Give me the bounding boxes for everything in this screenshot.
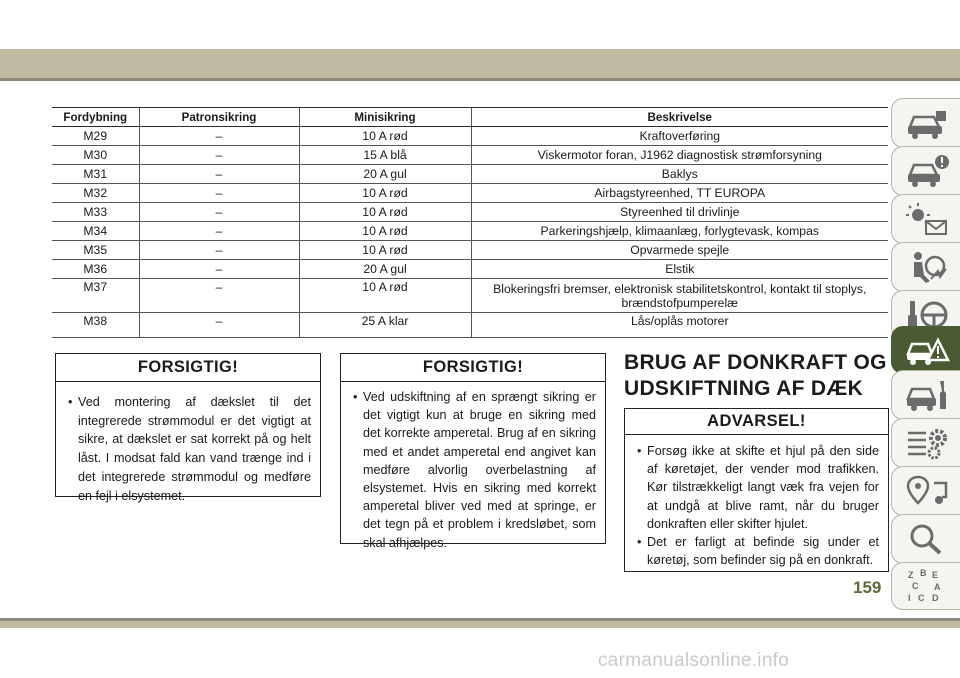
table-cell: M36	[52, 260, 139, 279]
table-cell: Parkeringshjælp, klimaanlæg, forlygtevask, kompas	[471, 222, 888, 241]
watermark: carmanualsonline.info	[598, 650, 790, 671]
table-cell: Kraftoverføring	[471, 127, 888, 146]
table-row	[52, 127, 888, 146]
car-hazard-triangle-icon	[904, 332, 950, 368]
table-cell: –	[139, 146, 299, 165]
top-band-rule	[0, 78, 960, 81]
table-cell: M33	[52, 203, 139, 222]
column-header: Minisikring	[299, 108, 471, 127]
svg-text:C: C	[917, 593, 924, 603]
caution-title: FORSIGTIG!	[341, 354, 605, 382]
table-cell: –	[139, 184, 299, 203]
column-header: Beskrivelse	[471, 108, 888, 127]
svg-text:E: E	[931, 570, 938, 580]
search-icon	[904, 521, 950, 557]
side-tab-airbag[interactable]	[891, 242, 960, 292]
caution-text: • Ved udskiftning af en sprængt sikring er det vigtigt kun at bruge en sikring med det korrekte amperetal. Brug af en sikring med et andet amperetal end angivet kan medføre alvorlig overbelastning af elsystemet. Hvis en sikring med korrekt amperetal bliver ved med at springe, er det tegn på et problem i kredsløbet, som skal afhjælpes.	[350, 388, 596, 552]
table-cell: 20 A gul	[299, 260, 471, 279]
warning-item: • Det er farligt at befinde sig under et køretøj, som befinder sig på en donkraft.	[634, 533, 879, 569]
table-cell: Lås/oplås motorer	[471, 313, 888, 338]
table-cell: M29	[52, 127, 139, 146]
side-tab-multimedia[interactable]	[891, 466, 960, 516]
table-row	[52, 241, 888, 260]
table-cell: –	[139, 241, 299, 260]
table-row	[52, 146, 888, 165]
table-row	[52, 313, 888, 338]
table-row	[52, 203, 888, 222]
table-cell: M31	[52, 165, 139, 184]
table-cell: M35	[52, 241, 139, 260]
warning-box	[624, 408, 889, 572]
svg-text:A: A	[933, 582, 940, 592]
table-row	[52, 165, 888, 184]
warning-item: • Forsøg ikke at skifte et hjul på den side af køretøjet, der vender mod trafikken. Kør tilstrækkeligt langt væk fra vejen for at undgå at blive ramt, når du bruger donkraften eller skifter hjulet.	[634, 442, 879, 533]
fuse-table	[52, 107, 888, 338]
multimedia-location-icon	[904, 473, 950, 509]
table-row	[52, 184, 888, 203]
table-cell: Airbagstyreenhed, TT EUROPA	[471, 184, 888, 203]
table-cell: –	[139, 279, 299, 313]
table-cell: –	[139, 203, 299, 222]
caution-box-1	[55, 353, 321, 503]
car-info-icon	[904, 105, 950, 141]
table-cell: 10 A rød	[299, 222, 471, 241]
caution-title: FORSIGTIG!	[56, 354, 320, 382]
side-tab-emergency[interactable]	[891, 326, 960, 374]
car-alert-icon	[904, 153, 950, 189]
table-cell: 10 A rød	[299, 279, 471, 313]
table-cell: M37	[52, 279, 139, 313]
svg-text:D: D	[931, 593, 938, 603]
side-tab-index[interactable]	[891, 562, 960, 610]
table-cell: Opvarmede spejle	[471, 241, 888, 260]
specifications-gear-icon	[904, 425, 950, 461]
caution-text: • Ved montering af dækslet til det integrerede strømmodul er det vigtigt at sikre, at dækslet er sat korrekt på og helt låst. I modsat fald kan vand trænge ind i det integrerede strømmodul og medføre en fejl i elsystemet.	[65, 393, 311, 505]
column-header: Patronsikring	[139, 108, 299, 127]
table-cell: –	[139, 260, 299, 279]
table-cell: Baklys	[471, 165, 888, 184]
svg-text:C: C	[911, 581, 918, 591]
table-cell: 25 A klar	[299, 313, 471, 338]
table-row	[52, 279, 888, 313]
table-cell: 10 A rød	[299, 241, 471, 260]
svg-text:B: B	[919, 568, 926, 578]
side-tab-car-alert[interactable]	[891, 146, 960, 196]
table-cell: 10 A rød	[299, 203, 471, 222]
table-cell: 15 A blå	[299, 146, 471, 165]
table-cell: 10 A rød	[299, 127, 471, 146]
svg-text:I: I	[907, 593, 911, 603]
svg-text:Z: Z	[907, 570, 913, 580]
index-letters-icon	[904, 568, 950, 604]
top-decorative-band	[0, 49, 960, 78]
side-tab-car-info[interactable]	[891, 98, 960, 148]
caution-box-2	[340, 353, 606, 550]
side-tab-search[interactable]	[891, 514, 960, 564]
table-cell: Viskermotor foran, J1962 diagnostisk strømforsyning	[471, 146, 888, 165]
table-row	[52, 222, 888, 241]
table-cell: M34	[52, 222, 139, 241]
table-cell: Blokeringsfri bremser, elektronisk stabilitetskontrol, kontakt til stoplys, brændstofpumperelæ	[471, 279, 888, 313]
table-cell: M38	[52, 313, 139, 338]
warning-lights-message-icon	[904, 201, 950, 237]
side-tab-maintenance[interactable]	[891, 370, 960, 420]
table-cell: Elstik	[471, 260, 888, 279]
table-row	[52, 260, 888, 279]
section-heading: BRUG AF DONKRAFT OG UDSKIFTNING AF DÆK	[624, 351, 887, 400]
airbag-icon	[904, 249, 950, 285]
table-header-row	[52, 108, 888, 127]
car-wrench-icon	[904, 377, 950, 413]
side-tab-warning-lights[interactable]	[891, 194, 960, 244]
table-cell: –	[139, 222, 299, 241]
bottom-decorative-band	[0, 621, 960, 628]
table-cell: –	[139, 165, 299, 184]
table-cell: 10 A rød	[299, 184, 471, 203]
warning-title: ADVARSEL!	[625, 409, 888, 435]
table-cell: –	[139, 313, 299, 338]
side-tab-specifications[interactable]	[891, 418, 960, 468]
table-cell: –	[139, 127, 299, 146]
table-cell: M32	[52, 184, 139, 203]
table-cell: M30	[52, 146, 139, 165]
column-header: Fordybning	[52, 108, 139, 127]
table-cell: Styreenhed til drivlinje	[471, 203, 888, 222]
table-cell: 20 A gul	[299, 165, 471, 184]
page-number: 159	[853, 578, 882, 597]
